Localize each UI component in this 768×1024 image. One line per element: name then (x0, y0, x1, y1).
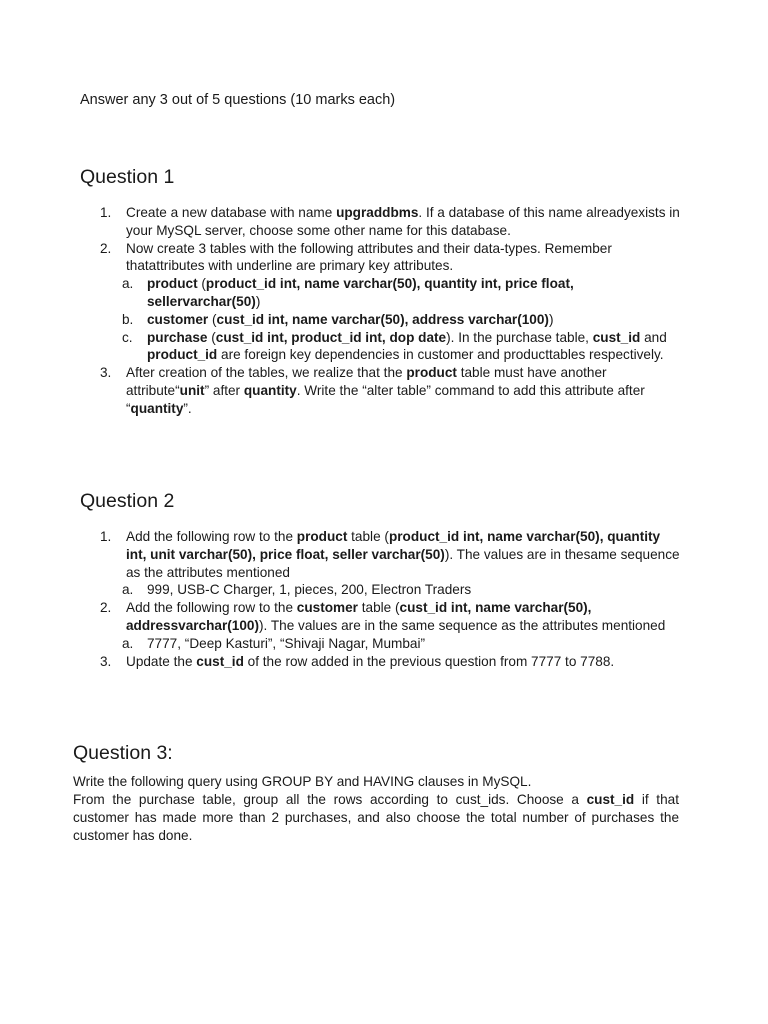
sub-item (122, 311, 680, 329)
sub-item-text: 7777, “Deep Kasturi”, “Shivaji Nagar, Mumbai” (147, 635, 426, 651)
sub-item-text: 999, USB-C Charger, 1, pieces, 200, Electron Traders (147, 582, 472, 598)
question-2-list (100, 528, 680, 670)
question-2-title: Question 2 (80, 490, 175, 512)
item-text: Create a new database with name upgraddbms. If a database of this name alreadyexists in your MySQL server, choose some other name for this database. (126, 205, 680, 238)
instructions: Answer any 3 out of 5 questions (10 marks each) (80, 92, 396, 108)
item-text: After creation of the tables, we realize that the product table must have another attribute“unit” after quantity. Write the “alter table” command to add this attribute after “quantity”. (126, 365, 645, 416)
question-3-line-1: Write the following query using GROUP BY and HAVING clauses in MySQL. (73, 774, 532, 789)
question-3-title: Question 3: (73, 742, 173, 764)
sub-item (122, 581, 680, 599)
list-item (100, 653, 680, 671)
question-3-text (73, 773, 679, 845)
sub-item-letter: c. (122, 329, 133, 345)
item-text: Now create 3 tables with the following attributes and their data-types. Remember thatattributes with underline are primary key attributes. (126, 240, 612, 274)
list-item (100, 528, 680, 581)
item-number: 3. (100, 653, 112, 669)
sub-item-letter: a. (122, 635, 134, 651)
item-number: 2. (100, 600, 112, 616)
item-text: Update the cust_id of the row added in the previous question from 7777 to 7788. (126, 653, 615, 669)
sub-item (122, 635, 680, 653)
item-text: Add the following row to the product table (product_id int, name varchar(50), quantity int, unit varchar(50), price float, seller varchar(50)). The values are in thesame sequence as the attributes mentioned (126, 529, 680, 580)
question-1-list (100, 204, 680, 418)
item-number: 3. (100, 365, 112, 381)
sub-item-letter: a. (122, 276, 134, 292)
item-text: Add the following row to the customer table (cust_id int, name varchar(50), addressvarchar(100)). The values are in the same sequence as the attributes mentioned (126, 600, 666, 633)
list-item (100, 364, 680, 417)
item-number: 2. (100, 240, 112, 256)
sub-item (122, 275, 680, 311)
list-item (100, 599, 680, 635)
list-item (100, 240, 680, 276)
item-number: 1. (100, 205, 112, 220)
question-1-title: Question 1 (80, 166, 175, 188)
sub-item-text: customer (cust_id int, name varchar(50), address varchar(100)) (147, 311, 554, 327)
sub-item (122, 329, 680, 365)
item-number: 1. (100, 529, 112, 544)
sub-item-letter: b. (122, 311, 134, 327)
sub-item-text: purchase (cust_id int, product_id int, dop date). In the purchase table, cust_id and product_id are foreign key dependencies in customer and producttables respectively. (147, 329, 667, 363)
sub-item-letter: a. (122, 582, 134, 598)
sub-item-text: product (product_id int, name varchar(50), quantity int, price float, sellervarchar(50)) (147, 276, 574, 309)
question-3-line-2: From the purchase table, group all the rows according to cust_ids. Choose a cust_id if that customer has made more than 2 purchases, and also choose the total number of purchases the customer has done. (73, 792, 679, 843)
list-item (100, 204, 680, 240)
